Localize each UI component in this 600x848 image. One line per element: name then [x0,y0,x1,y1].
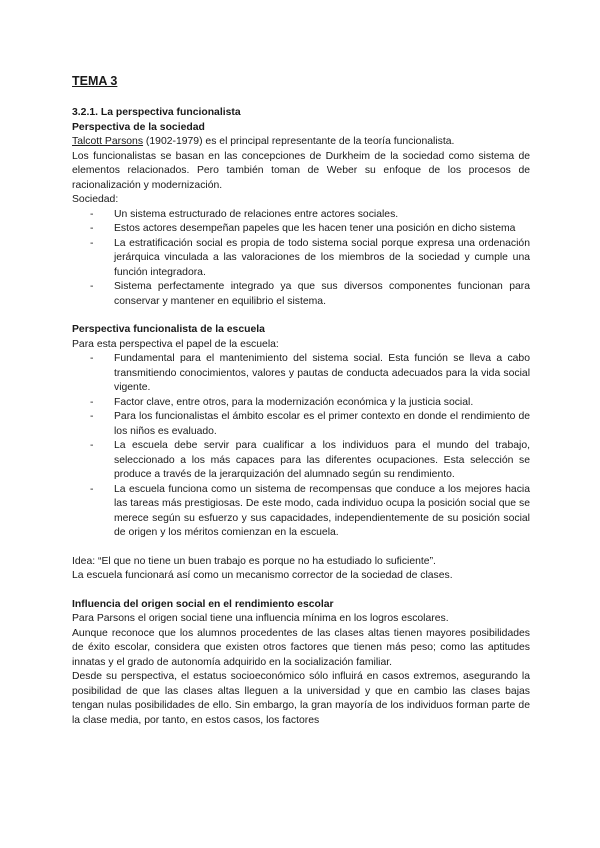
list-label: Sociedad: [72,194,119,205]
list-item: - La escuela funciona como un sistema de recompensas que conduce a los mejores hacia las tareas más prestigiosas. De este modo, cada individuo ocupa la posición social que se merece según su esfuerzo y sus capacidades, independientemente de su posición social de origen y los méritos comienzan en la escuela. [72,483,530,541]
list-item: - Factor clave, entre otros, para la modernización económica y la justicia social. [72,396,530,411]
idea-quote: Idea: “El que no tiene un buen trabajo es porque no ha estudiado lo suficiente”. [72,555,436,567]
list-item: - Un sistema estructurado de relaciones entre actores sociales. [72,208,530,223]
paragraph-parsons: Para Parsons el origen social tiene una influencia mínima en los logros escolares. [72,613,449,624]
paragraph-estatus: Desde su perspectiva, el estatus socioeconómico sólo influirá en casos extremos, asegurando la posibilidad de que las clases altas lleguen a la universidad y que en cambio las clases bajas tengan nulas posibilidades de ello. Sin embargo, la gran mayoría de los individuos forman parte de la clase media, por tanto, en estos casos, los factores [72,671,530,726]
paragraph-durkheim: Los funcionalistas se basan en las concepciones de Durkheim de la sociedad como sistema de elementos relacionados. Pero también toman de Weber su enfoque de los procesos de racionalización y modernización. [72,150,530,191]
list-item: - Sistema perfectamente integrado ya que sus diversos componentes funcionan para conservar y mantener en equilibrio el sistema. [72,280,530,309]
list-item: - La escuela debe servir para cualificar a los individuos para el mundo del trabajo, seleccionado a los más capaces para las diferentes ocupaciones. Esta selección se produce a través de la jerarquización del alumnado según su rendimiento. [72,439,530,483]
author-link[interactable]: Talcott Parsons [72,136,144,147]
intro-text: (1902-1979) es el principal representante de la teoría funcionalista. [143,136,455,147]
subheading-sociedad: Perspectiva de la sociedad [72,121,205,133]
document-page [72,74,530,728]
conclusion: La escuela funcionará así como un mecanismo corrector de la sociedad de clases. [72,570,453,581]
escuela-list [72,352,530,541]
page-title: TEMA 3 [72,74,118,88]
escuela-intro: Para esta perspectiva el papel de la escuela: [72,338,279,350]
intro-paragraph [72,135,530,150]
list-item: - La estratificación social es propia de todo sistema social porque expresa una ordenación jerárquica vinculada a las valoraciones de los miembros de la sociedad y cumple una función integradora. [72,237,530,281]
list-item: - Estos actores desempeñan papeles que les hacen tener una posición en dicho sistema [72,222,530,237]
subheading-escuela: Perspectiva funcionalista de la escuela [72,324,265,335]
list-item: - Fundamental para el mantenimiento del sistema social. Esta función se lleva a cabo transmitiendo conocimientos, valores y pautas de conducta adecuados para la vida social vigente. [72,352,530,396]
subheading-origen-social: Influencia del origen social en el rendimiento escolar [72,598,334,610]
section-heading: 3.2.1. La perspectiva funcionalista [72,107,241,118]
list-item: - Para los funcionalistas el ámbito escolar es el primer contexto en donde el rendimiento de los niños es evaluado. [72,410,530,439]
sociedad-list [72,208,530,310]
paragraph-aunque: Aunque reconoce que los alumnos procedentes de las clases altas tienen mayores posibilidades de éxito escolar, considera que existen otros factores que tienen más peso; como las aptitudes innatas y el grado de autonomía adquirido en la socialización familiar. [72,627,530,668]
